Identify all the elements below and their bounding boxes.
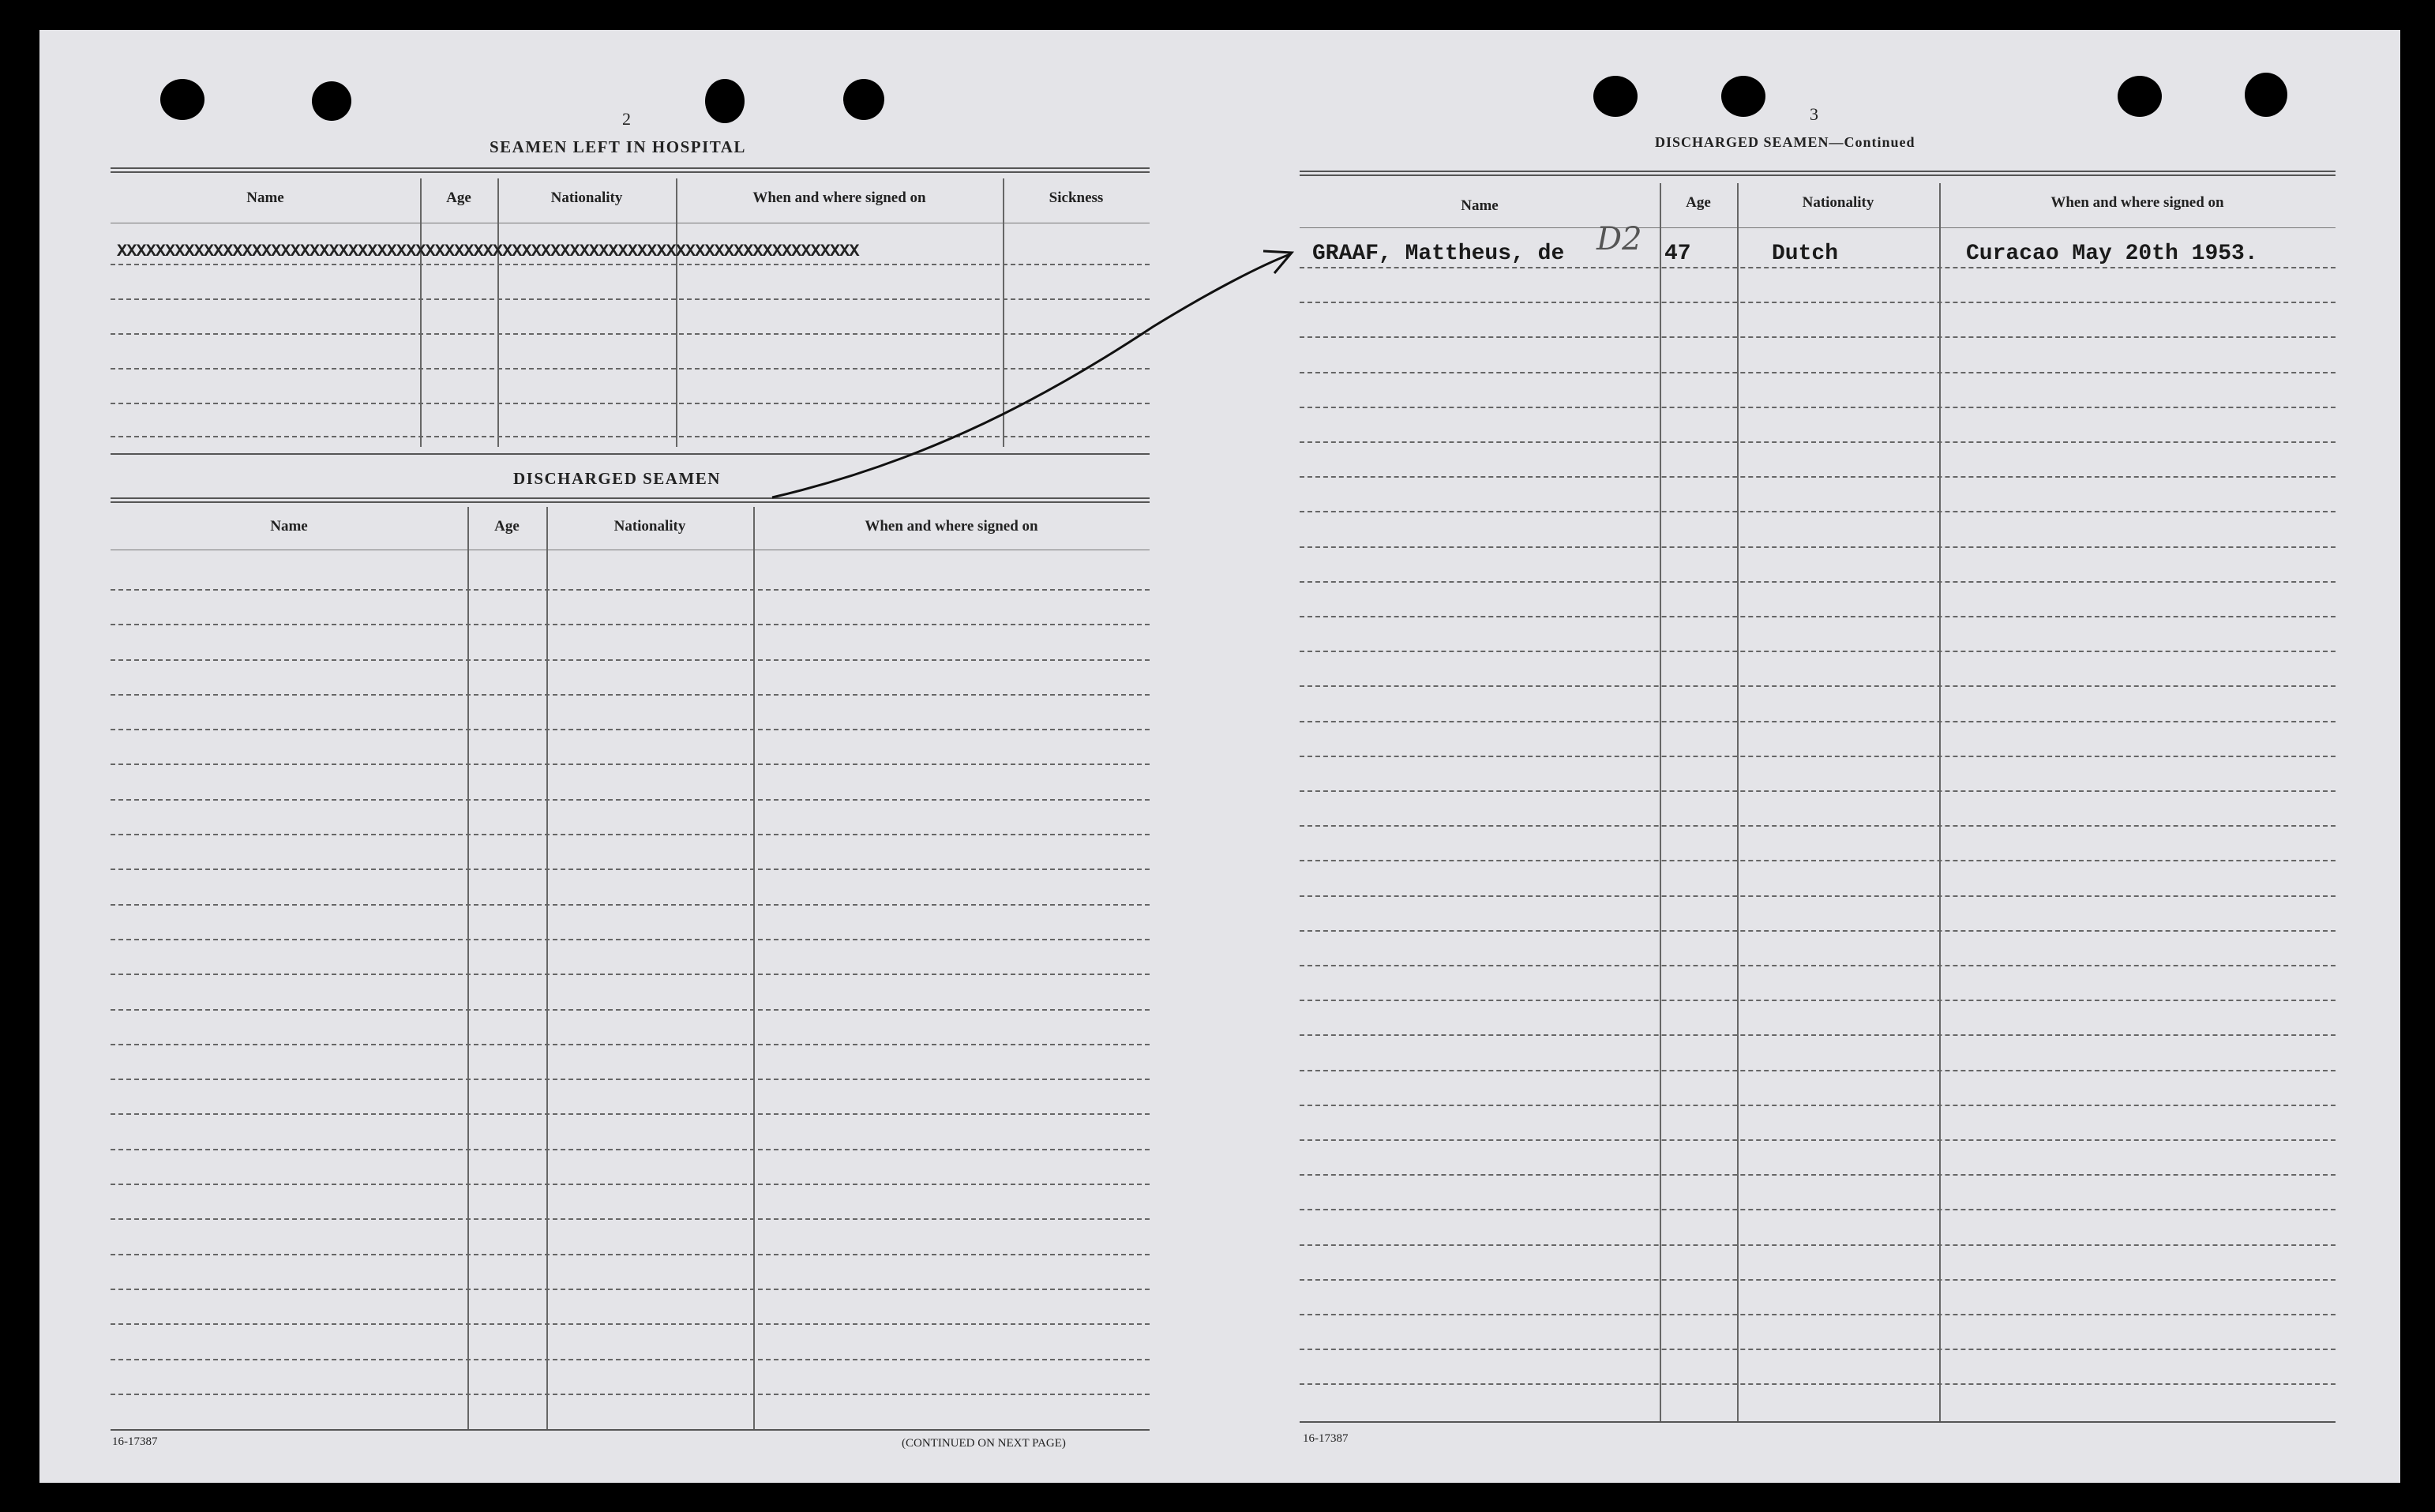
discharged-col-nationality: Nationality: [613, 518, 686, 535]
form-number-right: 16-17387: [1303, 1432, 1349, 1445]
discharged-col-age: Age: [494, 518, 520, 535]
discharged-section-title: DISCHARGED SEAMEN: [513, 469, 721, 488]
hospital-col-name: Name: [246, 189, 284, 206]
hospital-col-nationality: Nationality: [550, 189, 623, 206]
seaman-age: 47: [1664, 242, 1691, 266]
continued-note: (CONTINUED ON NEXT PAGE): [902, 1437, 1066, 1450]
right-col-name: Name: [1461, 197, 1499, 214]
seaman-nationality: Dutch: [1772, 242, 1839, 266]
hospital-col-age: Age: [446, 189, 471, 206]
right-section-title: DISCHARGED SEAMEN—Continued: [1655, 134, 1915, 150]
discharged-col-signed-on: When and where signed on: [865, 518, 1038, 535]
seaman-name: GRAAF, Mattheus, de: [1312, 242, 1565, 266]
hospital-col-sickness: Sickness: [1049, 189, 1104, 206]
page-number-right: 3: [1810, 104, 1818, 124]
hospital-col-signed-on: When and where signed on: [752, 189, 926, 206]
right-col-signed-on: When and where signed on: [2050, 194, 2224, 211]
hospital-section-title: SEAMEN LEFT IN HOSPITAL: [490, 137, 746, 156]
hospital-crossed-out-entry: XXXXXXXXXXXXXXXXXXXXXXXXXXXXXXXXXXXXXXXXXXXXXXXXXXXXXXXXXXXXXXXXXXXXXXXXXXXXX: [117, 242, 859, 261]
page-number-left: 2: [622, 109, 631, 129]
discharged-col-name: Name: [270, 518, 308, 535]
seaman-signed-on: Curacao May 20th 1953.: [1966, 242, 2258, 266]
right-col-age: Age: [1686, 194, 1711, 211]
form-number-left: 16-17387: [112, 1435, 158, 1448]
right-col-nationality: Nationality: [1802, 194, 1874, 211]
handwritten-mark: D2: [1596, 221, 1642, 257]
